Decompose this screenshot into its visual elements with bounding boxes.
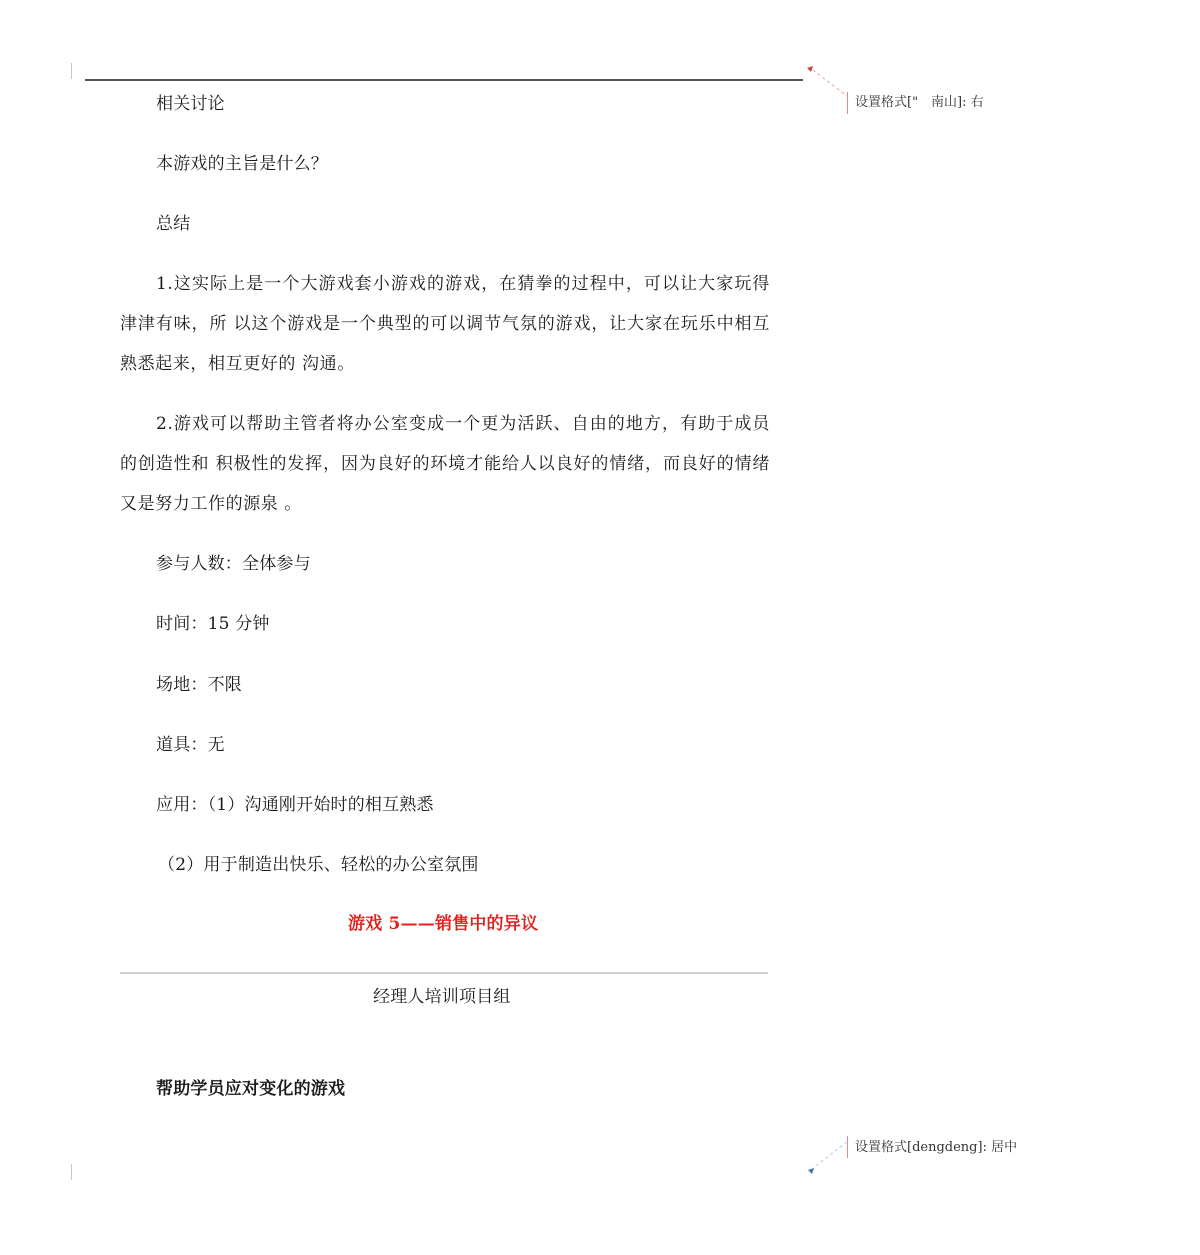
- footer-org: 经理人培训项目组: [373, 987, 511, 1007]
- heading-summary: 总结: [156, 214, 191, 234]
- footer-rule: [120, 972, 768, 974]
- comment-bar-top: [847, 92, 848, 114]
- discussion-question: 本游戏的主旨是什么？: [156, 154, 328, 174]
- comment-connector-top: [805, 64, 850, 104]
- venue-line: 场地：不限: [156, 675, 242, 695]
- props-line: 道具：无: [156, 735, 225, 755]
- comment-anchor-marker-bottom: [808, 1168, 814, 1174]
- participants-line: 参与人数：全体参与: [156, 554, 311, 574]
- application-line-2: （2）用于制造出快乐、轻松的办公室氛围: [158, 855, 479, 875]
- time-line: 时间：15 分钟: [156, 614, 270, 634]
- summary-paragraph-2: [120, 404, 770, 524]
- next-section-heading: 帮助学员应对变化的游戏: [156, 1079, 346, 1099]
- summary-paragraph-1: [120, 264, 770, 384]
- heading-discussion: 相关讨论: [156, 94, 225, 114]
- game-title: 游戏 5——销售中的异议: [348, 914, 539, 934]
- application-line-1: 应用：（1）沟通刚开始时的相互熟悉: [156, 795, 434, 815]
- crop-mark-top-left: [71, 63, 72, 79]
- crop-mark-bottom-left: [71, 1164, 72, 1180]
- format-comment-top[interactable]: 设置格式[" 南山]: 右: [855, 95, 984, 110]
- header-rule: [85, 79, 803, 81]
- summary-text-1: 1.这实际上是一个大游戏套小游戏的游戏，在猜拳的过程中，可以让大家玩得津津有味，所 以这个游戏是一个典型的可以调节气氛的游戏，让大家在玩乐中相互熟悉起来，相互更好的 沟通。: [120, 274, 770, 374]
- comment-anchor-marker: [807, 66, 813, 72]
- format-comment-bottom[interactable]: 设置格式[dengdeng]: 居中: [855, 1140, 1018, 1155]
- summary-text-2: 2.游戏可以帮助主管者将办公室变成一个更为活跃、自由的地方，有助于成员的创造性和 积极性的发挥，因为良好的环境才能给人以良好的情绪，而良好的情绪又是努力工作的源泉 。: [120, 414, 770, 514]
- comment-connector-bottom: [805, 1138, 850, 1178]
